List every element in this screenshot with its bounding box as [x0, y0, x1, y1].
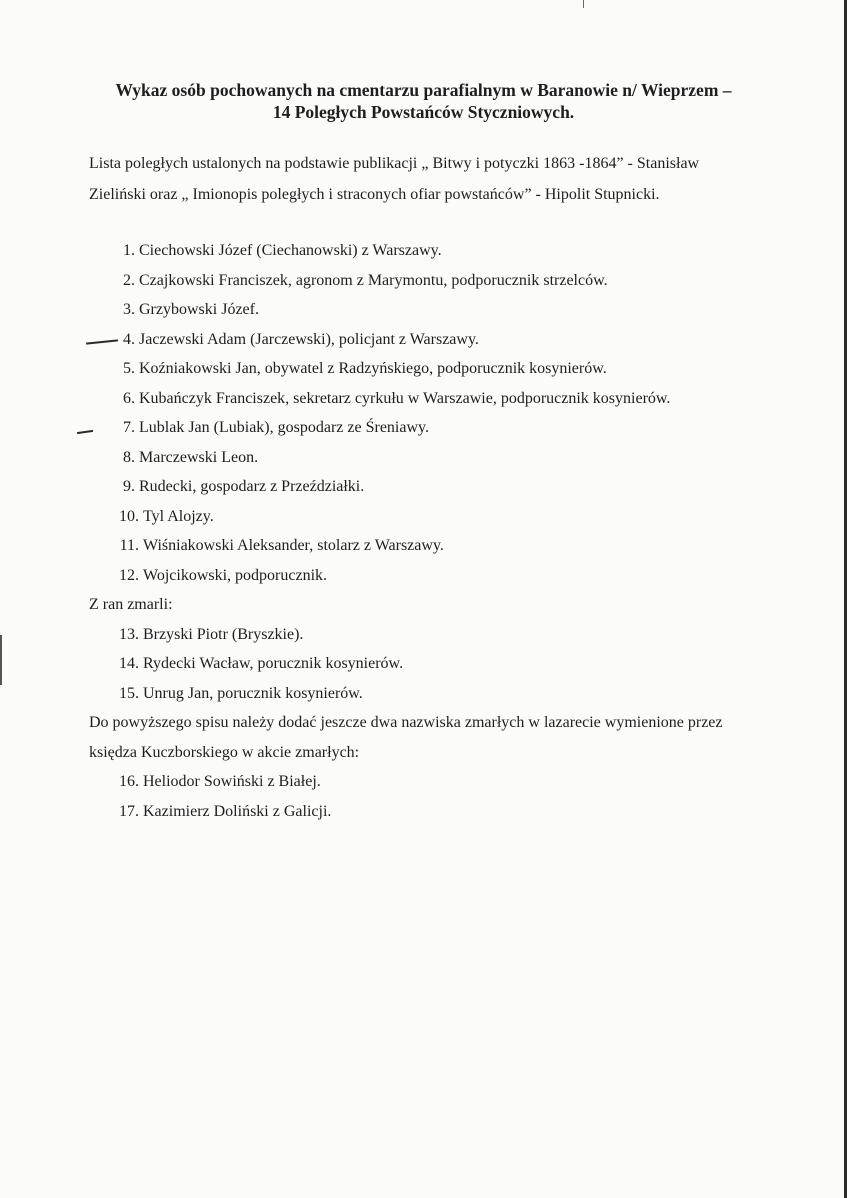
list-item — [89, 236, 789, 266]
list-item — [89, 325, 789, 355]
list-item — [89, 384, 789, 414]
item-number: 11. — [119, 537, 139, 554]
item-text: Rudecki, gospodarz z Przeździałki. — [139, 478, 365, 495]
item-text: Czajkowski Franciszek, agronom z Marymontu, podporucznik strzelców. — [139, 271, 608, 289]
list-item — [89, 649, 789, 679]
item-text: Jaczewski Adam (Jarczewski), policjant z Warszawy. — [139, 330, 479, 348]
list-item — [89, 413, 789, 443]
item-number: 1. — [123, 242, 135, 259]
item-text: Brzyski Piotr (Bryszkie). — [143, 625, 304, 643]
list-item — [89, 266, 789, 296]
item-number: 7. — [123, 419, 135, 436]
list-item — [89, 502, 789, 532]
item-number: 16. — [119, 773, 139, 790]
item-number: 14. — [119, 655, 139, 672]
intro-line: Lista poległych ustalonych na podstawie publikacji „ Bitwy i potyczki 1863 -1864” - Stanisław — [89, 155, 700, 172]
item-text: Koźniakowski Jan, obywatel z Radzyńskiego, podporucznik kosynierów. — [139, 360, 607, 377]
list-item — [89, 295, 789, 325]
item-number: 15. — [119, 684, 139, 702]
addendum-line: księdza Kuczborskiego w akcie zmarłych: — [89, 743, 360, 761]
item-text: Kazimierz Doliński z Galicji. — [143, 802, 332, 820]
intro-paragraph — [89, 148, 779, 210]
section-heading: Z ran zmarli: — [89, 596, 173, 613]
title-line: 14 Poległych Powstańców Styczniowych. — [272, 102, 575, 122]
item-text: Marczewski Leon. — [139, 448, 259, 466]
item-number: 8. — [123, 448, 135, 466]
list-item — [89, 561, 789, 591]
item-number: 6. — [123, 389, 135, 407]
list-item — [89, 472, 789, 502]
item-text: Lublak Jan (Lubiak), gospodarz ze Śreniawy. — [139, 419, 429, 436]
item-text: Grzybowski Józef. — [139, 301, 259, 318]
scan-mark — [583, 0, 584, 8]
list-item — [89, 531, 789, 561]
list-item — [89, 620, 789, 650]
list-item — [89, 797, 789, 827]
item-number: 12. — [119, 566, 139, 584]
list-item — [89, 443, 789, 473]
item-number: 3. — [123, 301, 135, 318]
title-line: Wykaz osób pochowanych na cmentarzu parafialnym w Baranowie n/ Wieprzem – — [115, 80, 732, 100]
item-text: Unrug Jan, porucznik kosynierów. — [143, 684, 363, 702]
document-title — [60, 79, 787, 123]
item-text: Ciechowski Józef (Ciechanowski) z Warszawy. — [139, 242, 442, 259]
item-text: Heliodor Sowiński z Białej. — [143, 773, 321, 790]
item-text: Tyl Alojzy. — [143, 507, 214, 525]
item-number: 13. — [119, 625, 139, 643]
item-number: 4. — [123, 330, 135, 348]
item-number: 17. — [119, 802, 139, 820]
burial-list — [89, 236, 789, 826]
item-number: 9. — [123, 478, 135, 495]
item-number: 10. — [119, 507, 139, 525]
item-number: 2. — [123, 271, 135, 289]
list-item — [89, 767, 789, 797]
intro-line: Zieliński oraz „ Imionopis poległych i straconych ofiar powstańców” - Hipolit Stupnicki. — [89, 186, 660, 203]
item-text: Wiśniakowski Aleksander, stolarz z Warszawy. — [143, 537, 444, 554]
item-text: Rydecki Wacław, porucznik kosynierów. — [143, 655, 404, 672]
scan-mark — [0, 635, 2, 685]
item-text: Wojcikowski, podporucznik. — [143, 566, 328, 584]
list-item — [89, 354, 789, 384]
item-number: 5. — [123, 360, 135, 377]
item-text: Kubańczyk Franciszek, sekretarz cyrkułu w Warszawie, podporucznik kosynierów. — [139, 389, 671, 407]
list-item — [89, 679, 789, 709]
addendum-line: Do powyższego spisu należy dodać jeszcze dwa nazwiska zmarłych w lazarecie wymienione przez — [89, 714, 723, 731]
